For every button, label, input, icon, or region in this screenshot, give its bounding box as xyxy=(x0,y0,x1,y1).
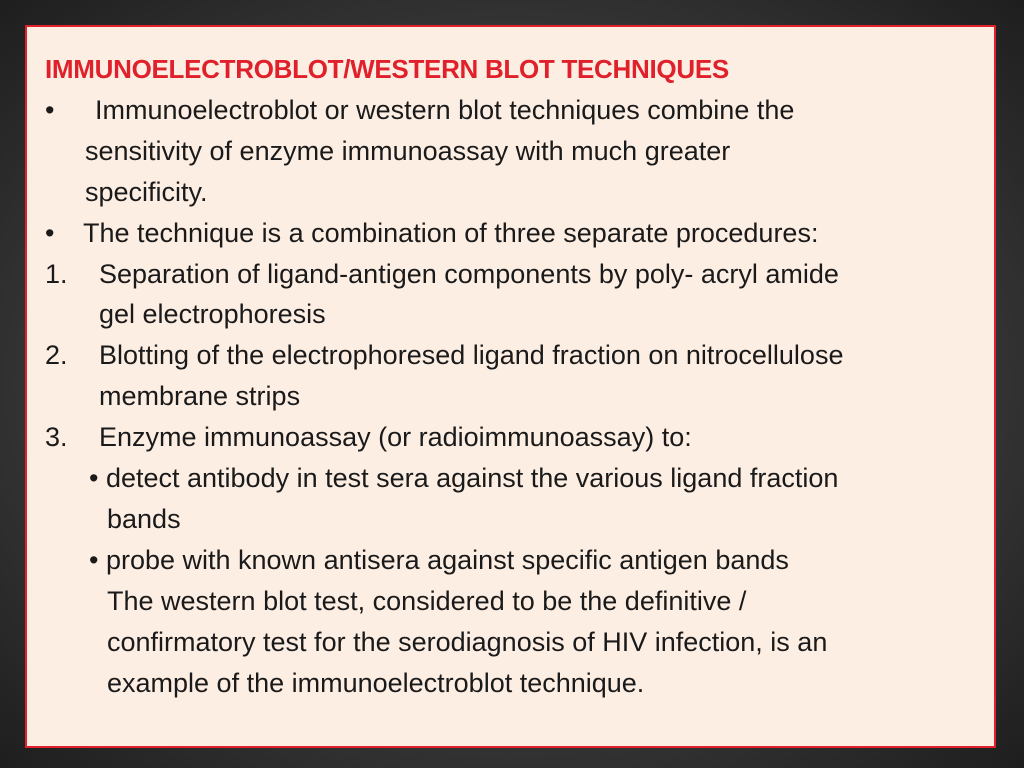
closing-line-2: confirmatory test for the serodiagnosis of HIV infection, is an xyxy=(107,626,828,657)
step-item-3 xyxy=(45,417,984,458)
step-item-2 xyxy=(45,335,984,376)
slide-content xyxy=(45,49,984,704)
step-2-line-2: membrane strips xyxy=(99,381,301,412)
slide-title: IMMUNOELECTROBLOT/WESTERN BLOT TECHNIQUES xyxy=(45,54,729,84)
step-number-1: 1. xyxy=(45,258,68,289)
bullet-item-2 xyxy=(45,213,984,254)
step-number-2: 2. xyxy=(45,340,68,371)
bullet-1-line-3: specificity. xyxy=(85,176,208,207)
bullet-marker: • xyxy=(45,94,55,125)
sub-bullet-2-line-1: • probe with known antisera against specific antigen bands xyxy=(89,544,789,575)
bullet-1-line-1: Immunoelectroblot or western blot techniques combine the xyxy=(95,94,795,125)
step-1-line-2: gel electrophoresis xyxy=(99,299,326,330)
bullet-2-line-1: The technique is a combination of three separate procedures: xyxy=(83,217,819,248)
bullet-1-line-2: sensitivity of enzyme immunoassay with much greater xyxy=(85,135,731,166)
bullet-item-1 xyxy=(45,90,984,131)
slide-panel xyxy=(25,25,996,748)
closing-line-3: example of the immunoelectroblot technique. xyxy=(107,667,645,698)
sub-bullet-1-line-2: bands xyxy=(107,503,181,534)
closing-line-1: The western blot test, considered to be the definitive / xyxy=(107,585,747,616)
step-item-1 xyxy=(45,254,984,295)
bullet-marker: • xyxy=(45,217,55,248)
step-number-3: 3. xyxy=(45,422,68,453)
sub-bullet-1-line-1: • detect antibody in test sera against the various ligand fraction xyxy=(89,463,839,494)
step-2-line-1: Blotting of the electrophoresed ligand fraction on nitrocellulose xyxy=(99,340,844,371)
step-3-line-1: Enzyme immunoassay (or radioimmunoassay) to: xyxy=(99,422,692,453)
step-1-line-1: Separation of ligand-antigen components by poly- acryl amide xyxy=(99,258,839,289)
